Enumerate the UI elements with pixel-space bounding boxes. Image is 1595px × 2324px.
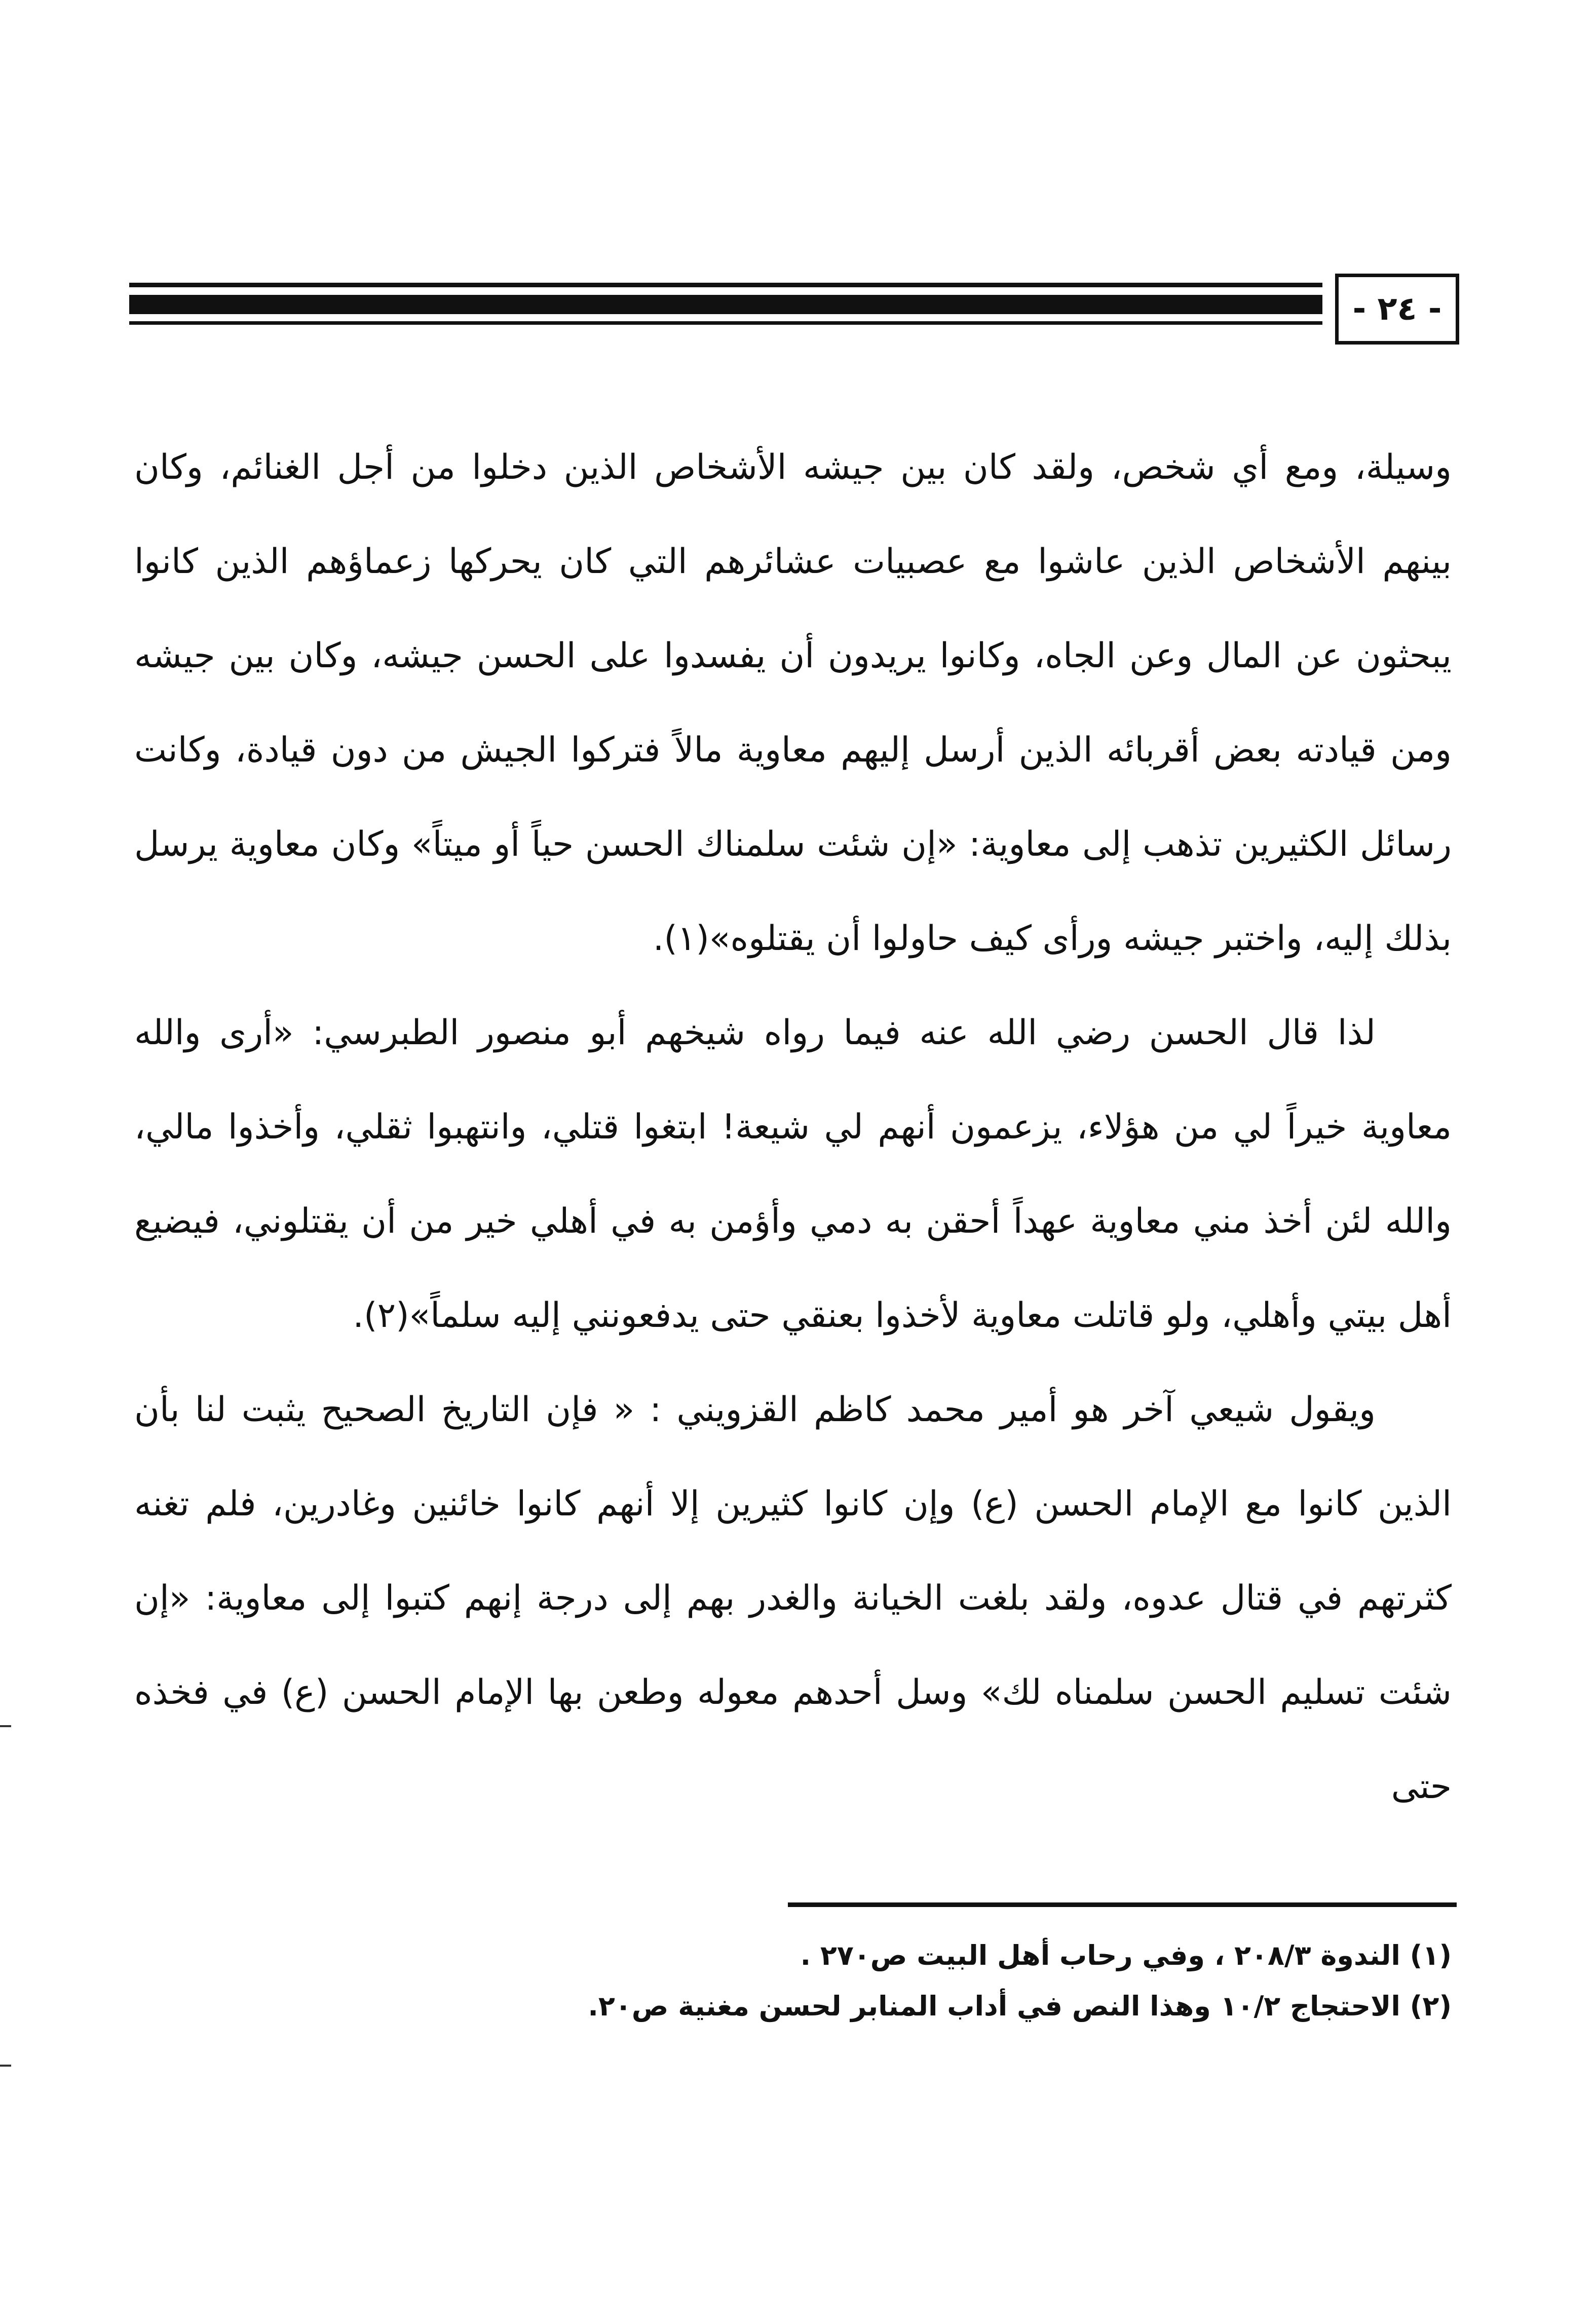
page-number: - ٢٤ - [1335,274,1459,345]
body-text [134,421,1452,1834]
header-rule-bottom [129,321,1322,325]
header-rule-top [129,283,1322,287]
footnote: (١) الندوة ٢٠٨/٣ ، وفي رحاب أهل البيت ص٢٧٠ . [800,1939,1452,1971]
paragraph: ويقول شيعي آخر هو أمير محمد كاظم القزويني : « فإن التاريخ الصحيح يثبت لنا بأن الذين كانوا مع الإمام الحسن (ع) وإن كانوا كثيرين إلا أنهم كانوا خائنين وغادرين، فلم تغنه كثرتهم في قتال عدوه، ولقد بلغت الخيانة والغدر بهم إلى درجة إنهم كتبوا إلى معاوية: «إن شئت تسليم الحسن سلمناه لك» وسل أحدهم معوله وطعن بها الإمام الحسن (ع) في فخذه حتى [134,1390,1452,1807]
margin-mark [0,1725,11,1727]
paragraph: لذا قال الحسن رضي الله عنه فيما رواه شيخهم أبو منصور الطبرسي: «أرى والله معاوية خيراً لي من هؤلاء، يزعمون أنهم لي شيعة! ابتغوا قتلي، وانتهبوا ثقلي، وأخذوا مالي، والله لئن أخذ مني معاوية عهداً أحقن به دمي وأؤمن به في أهلي خير من أن يقتلوني، فيضيع أهل بيتي وأهلي، ولو قاتلت معاوية لأخذوا بعنقي حتى يدفعونني إليه سلماً»(٢). [134,1013,1452,1336]
paragraph: وسيلة، ومع أي شخص، ولقد كان بين جيشه الأشخاص الذين دخلوا من أجل الغنائم، وكان بينهم الأشخاص الذين عاشوا مع عصبيات عشائرهم التي كان يحركها زعماؤهم الذين كانوا يبحثون عن المال وعن الجاه، وكانوا يريدون أن يفسدوا على الحسن جيشه، وكان بين جيشه ومن قيادته بعض أقربائه الذين أرسل إليهم معاوية مالاً فتركوا الجيش من دون قيادة، وكانت رسائل الكثيرين تذهب إلى معاوية: «إن شئت سلمناك الحسن حياً أو ميتاً» وكان معاوية يرسل بذلك إليه، واختبر جيشه ورأى كيف حاولوا أن يقتلوه»(١). [134,447,1452,959]
footnote-separator [788,1902,1457,1907]
footnotes [134,1930,1452,2032]
margin-mark [0,2065,11,2067]
footnote: (٢) الاحتجاج ١٠/٢ وهذا النص في أداب المنابر لحسن مغنية ص٢٠. [588,1990,1452,2022]
header-rule-thick [129,295,1322,314]
page-header [129,274,1459,350]
